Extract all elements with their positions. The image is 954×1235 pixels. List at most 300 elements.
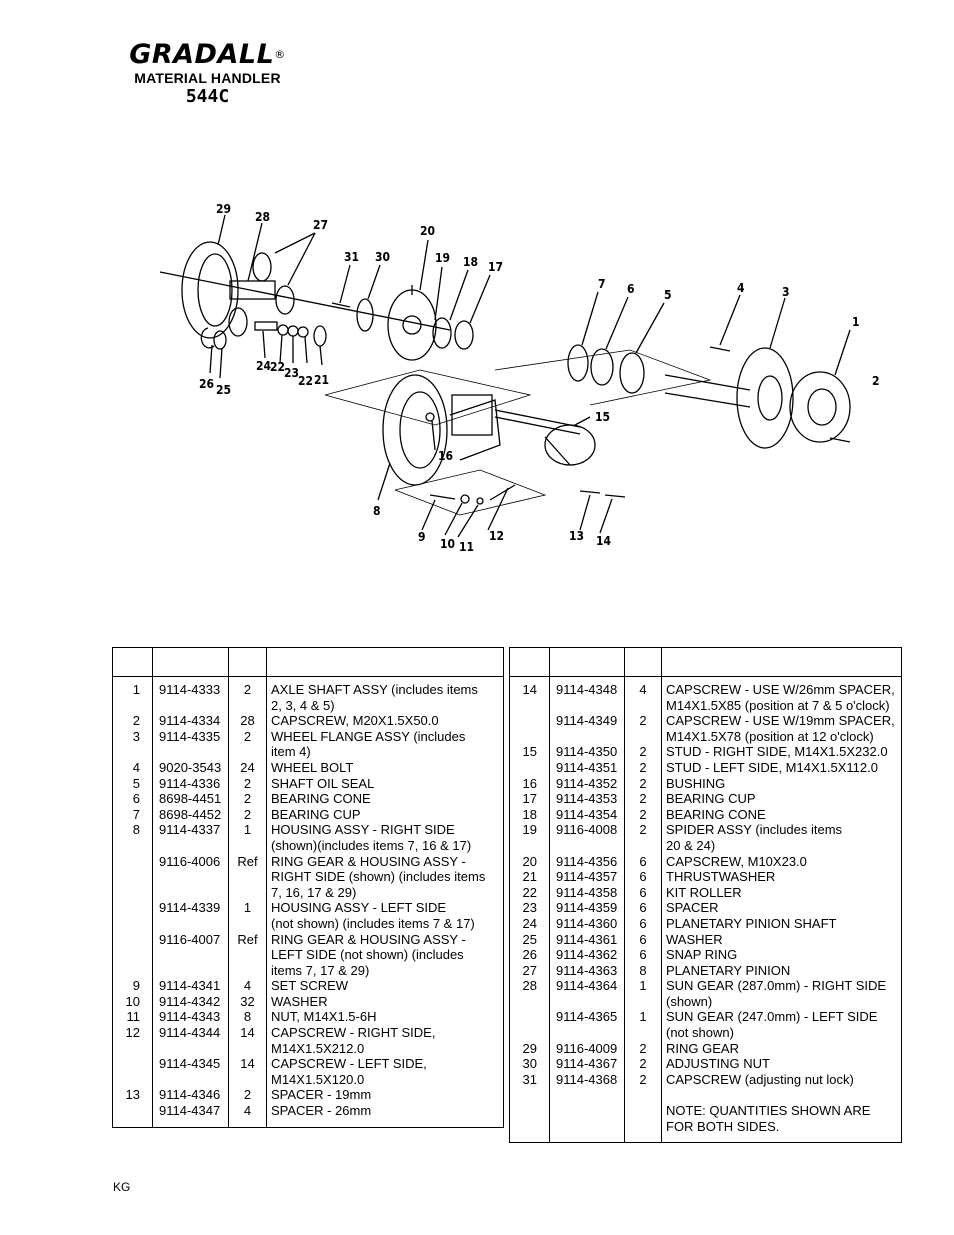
description-line: BEARING CONE [271, 791, 371, 807]
callout-31: 31 [344, 250, 360, 264]
quantity: 6 [625, 916, 662, 932]
table-row [510, 807, 902, 823]
quantity: 2 [625, 776, 662, 792]
quantity: 6 [625, 885, 662, 901]
item-number: 17 [510, 791, 550, 807]
callout-10: 10 [440, 537, 456, 551]
table-row [510, 677, 902, 714]
part-number: 9114-4356 [550, 854, 625, 870]
exploded-axle-diagram [150, 195, 880, 565]
callout-16: 16 [438, 449, 454, 463]
item-number: 23 [510, 900, 550, 916]
table-row [113, 1087, 504, 1103]
description-line: WASHER [271, 993, 328, 1009]
item-number: 16 [510, 776, 550, 792]
callout-4: 4 [737, 281, 745, 295]
description [662, 713, 902, 744]
quantity [625, 1087, 662, 1142]
part-number: 9114-4360 [550, 916, 625, 932]
table-row [113, 729, 504, 760]
item-number: 11 [113, 1009, 153, 1025]
description-line: STUD - RIGHT SIDE, M14X1.5X232.0 [666, 744, 888, 760]
part-number: 9114-4350 [550, 744, 625, 760]
quantity: 8 [229, 1009, 267, 1025]
description-line: SPACER - 19mm [271, 1087, 372, 1103]
description [662, 963, 902, 979]
quantity: 4 [625, 677, 662, 714]
quantity: Ref [229, 932, 267, 979]
description [662, 916, 902, 932]
description [662, 1056, 902, 1072]
description-line: SUN GEAR (247.0mm) - LEFT SIDE [666, 1009, 878, 1025]
table-row [113, 1103, 504, 1127]
item-number: 5 [113, 776, 153, 792]
quantity: 2 [229, 791, 267, 807]
table-row [510, 978, 902, 1009]
description-line: BEARING CONE [666, 806, 766, 822]
description-line: CAPSCREW - LEFT SIDE, [271, 1056, 427, 1072]
description-line: HOUSING ASSY - RIGHT SIDE [271, 822, 455, 838]
header-part-number [550, 648, 625, 677]
description [662, 1041, 902, 1057]
table-row [113, 791, 504, 807]
table-row [510, 1009, 902, 1040]
quantity: 2 [229, 1087, 267, 1103]
description [662, 1009, 902, 1040]
table-row [510, 760, 902, 776]
quantity: 2 [625, 1056, 662, 1072]
description-line: THRUSTWASHER [666, 869, 776, 885]
description [662, 791, 902, 807]
item-number: 3 [113, 729, 153, 760]
description-line: 2, 3, 4 & 5) [271, 697, 335, 713]
description [662, 776, 902, 792]
description-line: 20 & 24) [666, 837, 716, 853]
callout-7: 7 [598, 277, 606, 291]
description-line: CAPSCREW - RIGHT SIDE, [271, 1025, 436, 1041]
item-number: 20 [510, 854, 550, 870]
description [267, 1103, 504, 1127]
item-number: 7 [113, 807, 153, 823]
callout-1: 1 [852, 315, 860, 329]
callout-15: 15 [595, 410, 611, 424]
part-number: 9114-4358 [550, 885, 625, 901]
description-line: M14X1.5X85 (position at 7 & 5 o'clock) [666, 697, 890, 713]
table-row [113, 776, 504, 792]
part-number: 9114-4364 [550, 978, 625, 1009]
part-number: 9116-4007 [153, 932, 229, 979]
table-row [113, 822, 504, 853]
quantity: 1 [229, 900, 267, 931]
callout-27: 27 [313, 218, 329, 232]
table-row [113, 1009, 504, 1025]
quantity: 14 [229, 1056, 267, 1087]
callout-14: 14 [596, 534, 612, 548]
table-row [113, 760, 504, 776]
callout-21: 21 [314, 373, 330, 387]
description-line: FOR BOTH SIDES. [666, 1118, 780, 1134]
description-line: HOUSING ASSY - LEFT SIDE [271, 900, 447, 916]
header-item [113, 648, 153, 677]
table-row [113, 677, 504, 714]
quantity: Ref [229, 854, 267, 901]
description [267, 1056, 504, 1087]
description-line: item 4) [271, 744, 311, 760]
description-line: ADJUSTING NUT [666, 1056, 770, 1072]
description [662, 978, 902, 1009]
quantity: 2 [625, 1041, 662, 1057]
part-number: 9116-4009 [550, 1041, 625, 1057]
part-number: 9114-4335 [153, 729, 229, 760]
description [662, 807, 902, 823]
description [662, 947, 902, 963]
description-line: SPACER - 26mm [271, 1103, 372, 1119]
item-number: 8 [113, 822, 153, 853]
description [267, 932, 504, 979]
table-row [510, 713, 902, 744]
part-number: 9114-4351 [550, 760, 625, 776]
callout-25: 25 [216, 383, 232, 397]
item-number [510, 1009, 550, 1040]
description [267, 978, 504, 994]
quantity: 6 [625, 932, 662, 948]
item-number: 26 [510, 947, 550, 963]
description-line: BUSHING [666, 775, 726, 791]
table-row [113, 978, 504, 994]
description [662, 760, 902, 776]
item-number [510, 1087, 550, 1142]
model-number: 544C [185, 86, 230, 107]
table-row [510, 744, 902, 760]
item-number: 19 [510, 822, 550, 853]
description-line: CAPSCREW (adjusting nut lock) [666, 1071, 854, 1087]
part-number: 9114-4352 [550, 776, 625, 792]
part-number: 9114-4334 [153, 713, 229, 729]
description-line: LEFT SIDE (not shown) (includes [271, 947, 464, 963]
item-number [113, 1056, 153, 1087]
part-number: 9114-4344 [153, 1025, 229, 1056]
description-line: RING GEAR [666, 1040, 739, 1056]
description-line: CAPSCREW - USE W/26mm SPACER, [666, 682, 895, 697]
description-line: CAPSCREW, M20X1.5X50.0 [271, 713, 439, 729]
description-line: CAPSCREW - USE W/19mm SPACER, [666, 713, 895, 729]
table-row [113, 1056, 504, 1087]
table-row [113, 994, 504, 1010]
description-line: items 7, 17 & 29) [271, 962, 370, 978]
description-line: (shown) [666, 993, 713, 1009]
quantity: 2 [625, 807, 662, 823]
product-subtitle: MATERIAL HANDLER [134, 70, 281, 86]
brand-name: GRADALL® [129, 39, 286, 70]
item-number [510, 760, 550, 776]
item-number: 21 [510, 869, 550, 885]
part-number: 9114-4341 [153, 978, 229, 994]
description [267, 822, 504, 853]
part-number [550, 1087, 625, 1142]
part-number: 9114-4348 [550, 677, 625, 714]
description [267, 677, 504, 714]
part-number: 9114-4347 [153, 1103, 229, 1127]
description-line: SPIDER ASSY (includes items [666, 822, 843, 838]
callout-18: 18 [463, 255, 479, 269]
description-line: SET SCREW [271, 978, 349, 994]
item-number: 14 [510, 677, 550, 714]
description [267, 791, 504, 807]
header-description [662, 648, 902, 677]
header-qty [625, 648, 662, 677]
part-number: 9116-4006 [153, 854, 229, 901]
item-number [113, 932, 153, 979]
quantity: 4 [229, 1103, 267, 1127]
table-row [113, 807, 504, 823]
description-line: (not shown) (includes items 7 & 17) [271, 915, 475, 931]
table-row [510, 885, 902, 901]
callout-24: 24 [256, 359, 272, 373]
description [267, 713, 504, 729]
quantity: 2 [625, 713, 662, 744]
quantity: 2 [625, 791, 662, 807]
table-row [510, 900, 902, 916]
description-line: M14X1.5X78 (position at 12 o'clock) [666, 728, 874, 744]
description-line: RING GEAR & HOUSING ASSY - [271, 931, 466, 947]
quantity: 2 [625, 760, 662, 776]
quantity: 6 [625, 947, 662, 963]
quantity: 2 [625, 1072, 662, 1088]
table-row [113, 854, 504, 901]
page-footer-code: KG [113, 1180, 131, 1194]
part-number: 9114-4362 [550, 947, 625, 963]
table-row [510, 932, 902, 948]
callout-28: 28 [255, 210, 271, 224]
description-line: RIGHT SIDE (shown) (includes items [271, 869, 486, 885]
description [662, 885, 902, 901]
quantity: 2 [229, 776, 267, 792]
description-line: STUD - LEFT SIDE, M14X1.5X112.0 [666, 759, 878, 775]
description-line: SUN GEAR (287.0mm) - RIGHT SIDE [666, 978, 887, 994]
description-line: PLANETARY PINION [666, 962, 791, 978]
description-line: M14X1.5X120.0 [271, 1071, 365, 1087]
part-number: 9114-4346 [153, 1087, 229, 1103]
part-number: 9114-4361 [550, 932, 625, 948]
item-number: 6 [113, 791, 153, 807]
table-row [113, 932, 504, 979]
quantity: 1 [625, 978, 662, 1009]
part-number: 9114-4336 [153, 776, 229, 792]
parts-table-right [509, 647, 902, 1143]
description [267, 854, 504, 901]
description [267, 729, 504, 760]
callout-6: 6 [627, 282, 635, 296]
description-line: CAPSCREW, M10X23.0 [666, 853, 807, 869]
item-number: 31 [510, 1072, 550, 1088]
part-number: 9114-4359 [550, 900, 625, 916]
part-number: 9116-4008 [550, 822, 625, 853]
part-number: 9114-4333 [153, 677, 229, 714]
description [267, 994, 504, 1010]
part-number: 9114-4363 [550, 963, 625, 979]
callout-26: 26 [199, 377, 215, 391]
description [267, 807, 504, 823]
part-number: 9114-4367 [550, 1056, 625, 1072]
part-number: 9114-4365 [550, 1009, 625, 1040]
quantity: 4 [229, 978, 267, 994]
quantity: 28 [229, 713, 267, 729]
description-line: WASHER [666, 931, 723, 947]
item-number: 28 [510, 978, 550, 1009]
description [662, 1072, 902, 1088]
description [662, 854, 902, 870]
item-number [510, 713, 550, 744]
table-row [510, 1041, 902, 1057]
table-row [510, 822, 902, 853]
description-line: NUT, M14X1.5-6H [271, 1009, 377, 1025]
callout-9: 9 [418, 530, 426, 544]
part-number: 9114-4343 [153, 1009, 229, 1025]
item-number: 10 [113, 994, 153, 1010]
item-number: 1 [113, 677, 153, 714]
description [662, 900, 902, 916]
callout-19: 19 [435, 251, 451, 265]
description-line: PLANETARY PINION SHAFT [666, 915, 837, 931]
part-number: 8698-4452 [153, 807, 229, 823]
callout-12: 12 [489, 529, 505, 543]
quantity: 6 [625, 900, 662, 916]
item-number: 12 [113, 1025, 153, 1056]
callout-22a: 22 [270, 360, 286, 374]
part-number: 9114-4357 [550, 869, 625, 885]
table-row [113, 900, 504, 931]
description-line: NOTE: QUANTITIES SHOWN ARE [666, 1103, 871, 1119]
callout-5: 5 [664, 288, 672, 302]
description-line: WHEEL BOLT [271, 759, 354, 775]
quantity: 1 [625, 1009, 662, 1040]
description [662, 744, 902, 760]
item-number: 29 [510, 1041, 550, 1057]
description-line: 7, 16, 17 & 29) [271, 884, 357, 900]
description-line: BEARING CUP [271, 806, 361, 822]
part-number: 9020-3543 [153, 760, 229, 776]
table-row [510, 1072, 902, 1088]
description-line [666, 1087, 898, 1103]
callout-8: 8 [373, 504, 381, 518]
item-number: 4 [113, 760, 153, 776]
description [662, 869, 902, 885]
header-item [510, 648, 550, 677]
item-number: 22 [510, 885, 550, 901]
description-line: KIT ROLLER [666, 884, 742, 900]
part-number: 9114-4339 [153, 900, 229, 931]
part-number: 9114-4349 [550, 713, 625, 744]
item-number: 13 [113, 1087, 153, 1103]
description [267, 900, 504, 931]
item-number: 18 [510, 807, 550, 823]
quantity: 8 [625, 963, 662, 979]
part-number: 9114-4353 [550, 791, 625, 807]
table-row [510, 854, 902, 870]
description [662, 932, 902, 948]
gradall-logo [115, 40, 300, 108]
table-row [510, 1087, 902, 1142]
item-number: 9 [113, 978, 153, 994]
item-number [113, 854, 153, 901]
quantity: 2 [625, 744, 662, 760]
description-line: AXLE SHAFT ASSY (includes items [271, 682, 478, 697]
description [267, 776, 504, 792]
item-number: 24 [510, 916, 550, 932]
description-line: RING GEAR & HOUSING ASSY - [271, 853, 466, 869]
item-number: 27 [510, 963, 550, 979]
quantity: 32 [229, 994, 267, 1010]
description-line: SPACER [666, 900, 719, 916]
quantity: 14 [229, 1025, 267, 1056]
quantity: 1 [229, 822, 267, 853]
description [267, 760, 504, 776]
table-row [113, 713, 504, 729]
quantity: 6 [625, 854, 662, 870]
description-line: (not shown) [666, 1025, 734, 1041]
description [662, 822, 902, 853]
part-number: 9114-4368 [550, 1072, 625, 1088]
item-number [113, 900, 153, 931]
callout-22b: 22 [298, 374, 314, 388]
item-number [113, 1103, 153, 1127]
item-number: 2 [113, 713, 153, 729]
part-number: 9114-4342 [153, 994, 229, 1010]
callout-30: 30 [375, 250, 391, 264]
quantity: 2 [625, 822, 662, 853]
description [267, 1087, 504, 1103]
quantity: 2 [229, 677, 267, 714]
callout-29: 29 [216, 202, 232, 216]
item-number: 30 [510, 1056, 550, 1072]
table-row [113, 1025, 504, 1056]
description [662, 677, 902, 714]
header-description [267, 648, 504, 677]
callout-3: 3 [782, 285, 790, 299]
table-row [510, 776, 902, 792]
quantity: 2 [229, 729, 267, 760]
description-line: M14X1.5X212.0 [271, 1040, 365, 1056]
part-number: 8698-4451 [153, 791, 229, 807]
table-row [510, 916, 902, 932]
description-line: (shown)(includes items 7, 16 & 17) [271, 837, 472, 853]
description [267, 1025, 504, 1056]
description [662, 1087, 902, 1142]
item-number: 25 [510, 932, 550, 948]
description-line: SNAP RING [666, 947, 738, 963]
callout-20: 20 [420, 224, 436, 238]
part-number: 9114-4345 [153, 1056, 229, 1087]
quantity: 6 [625, 869, 662, 885]
callout-2: 2 [872, 374, 880, 388]
callout-11: 11 [459, 540, 475, 554]
table-row [510, 1056, 902, 1072]
callout-17: 17 [488, 260, 504, 274]
description-line: WHEEL FLANGE ASSY (includes [271, 728, 466, 744]
quantity: 24 [229, 760, 267, 776]
quantity: 2 [229, 807, 267, 823]
header-part-number [153, 648, 229, 677]
callout-23: 23 [284, 366, 300, 380]
parts-table-left [112, 647, 504, 1128]
table-row [510, 791, 902, 807]
description-line: BEARING CUP [666, 791, 756, 807]
part-number: 9114-4354 [550, 807, 625, 823]
callout-13: 13 [569, 529, 585, 543]
header-qty [229, 648, 267, 677]
description [267, 1009, 504, 1025]
description-line: SHAFT OIL SEAL [271, 775, 375, 791]
